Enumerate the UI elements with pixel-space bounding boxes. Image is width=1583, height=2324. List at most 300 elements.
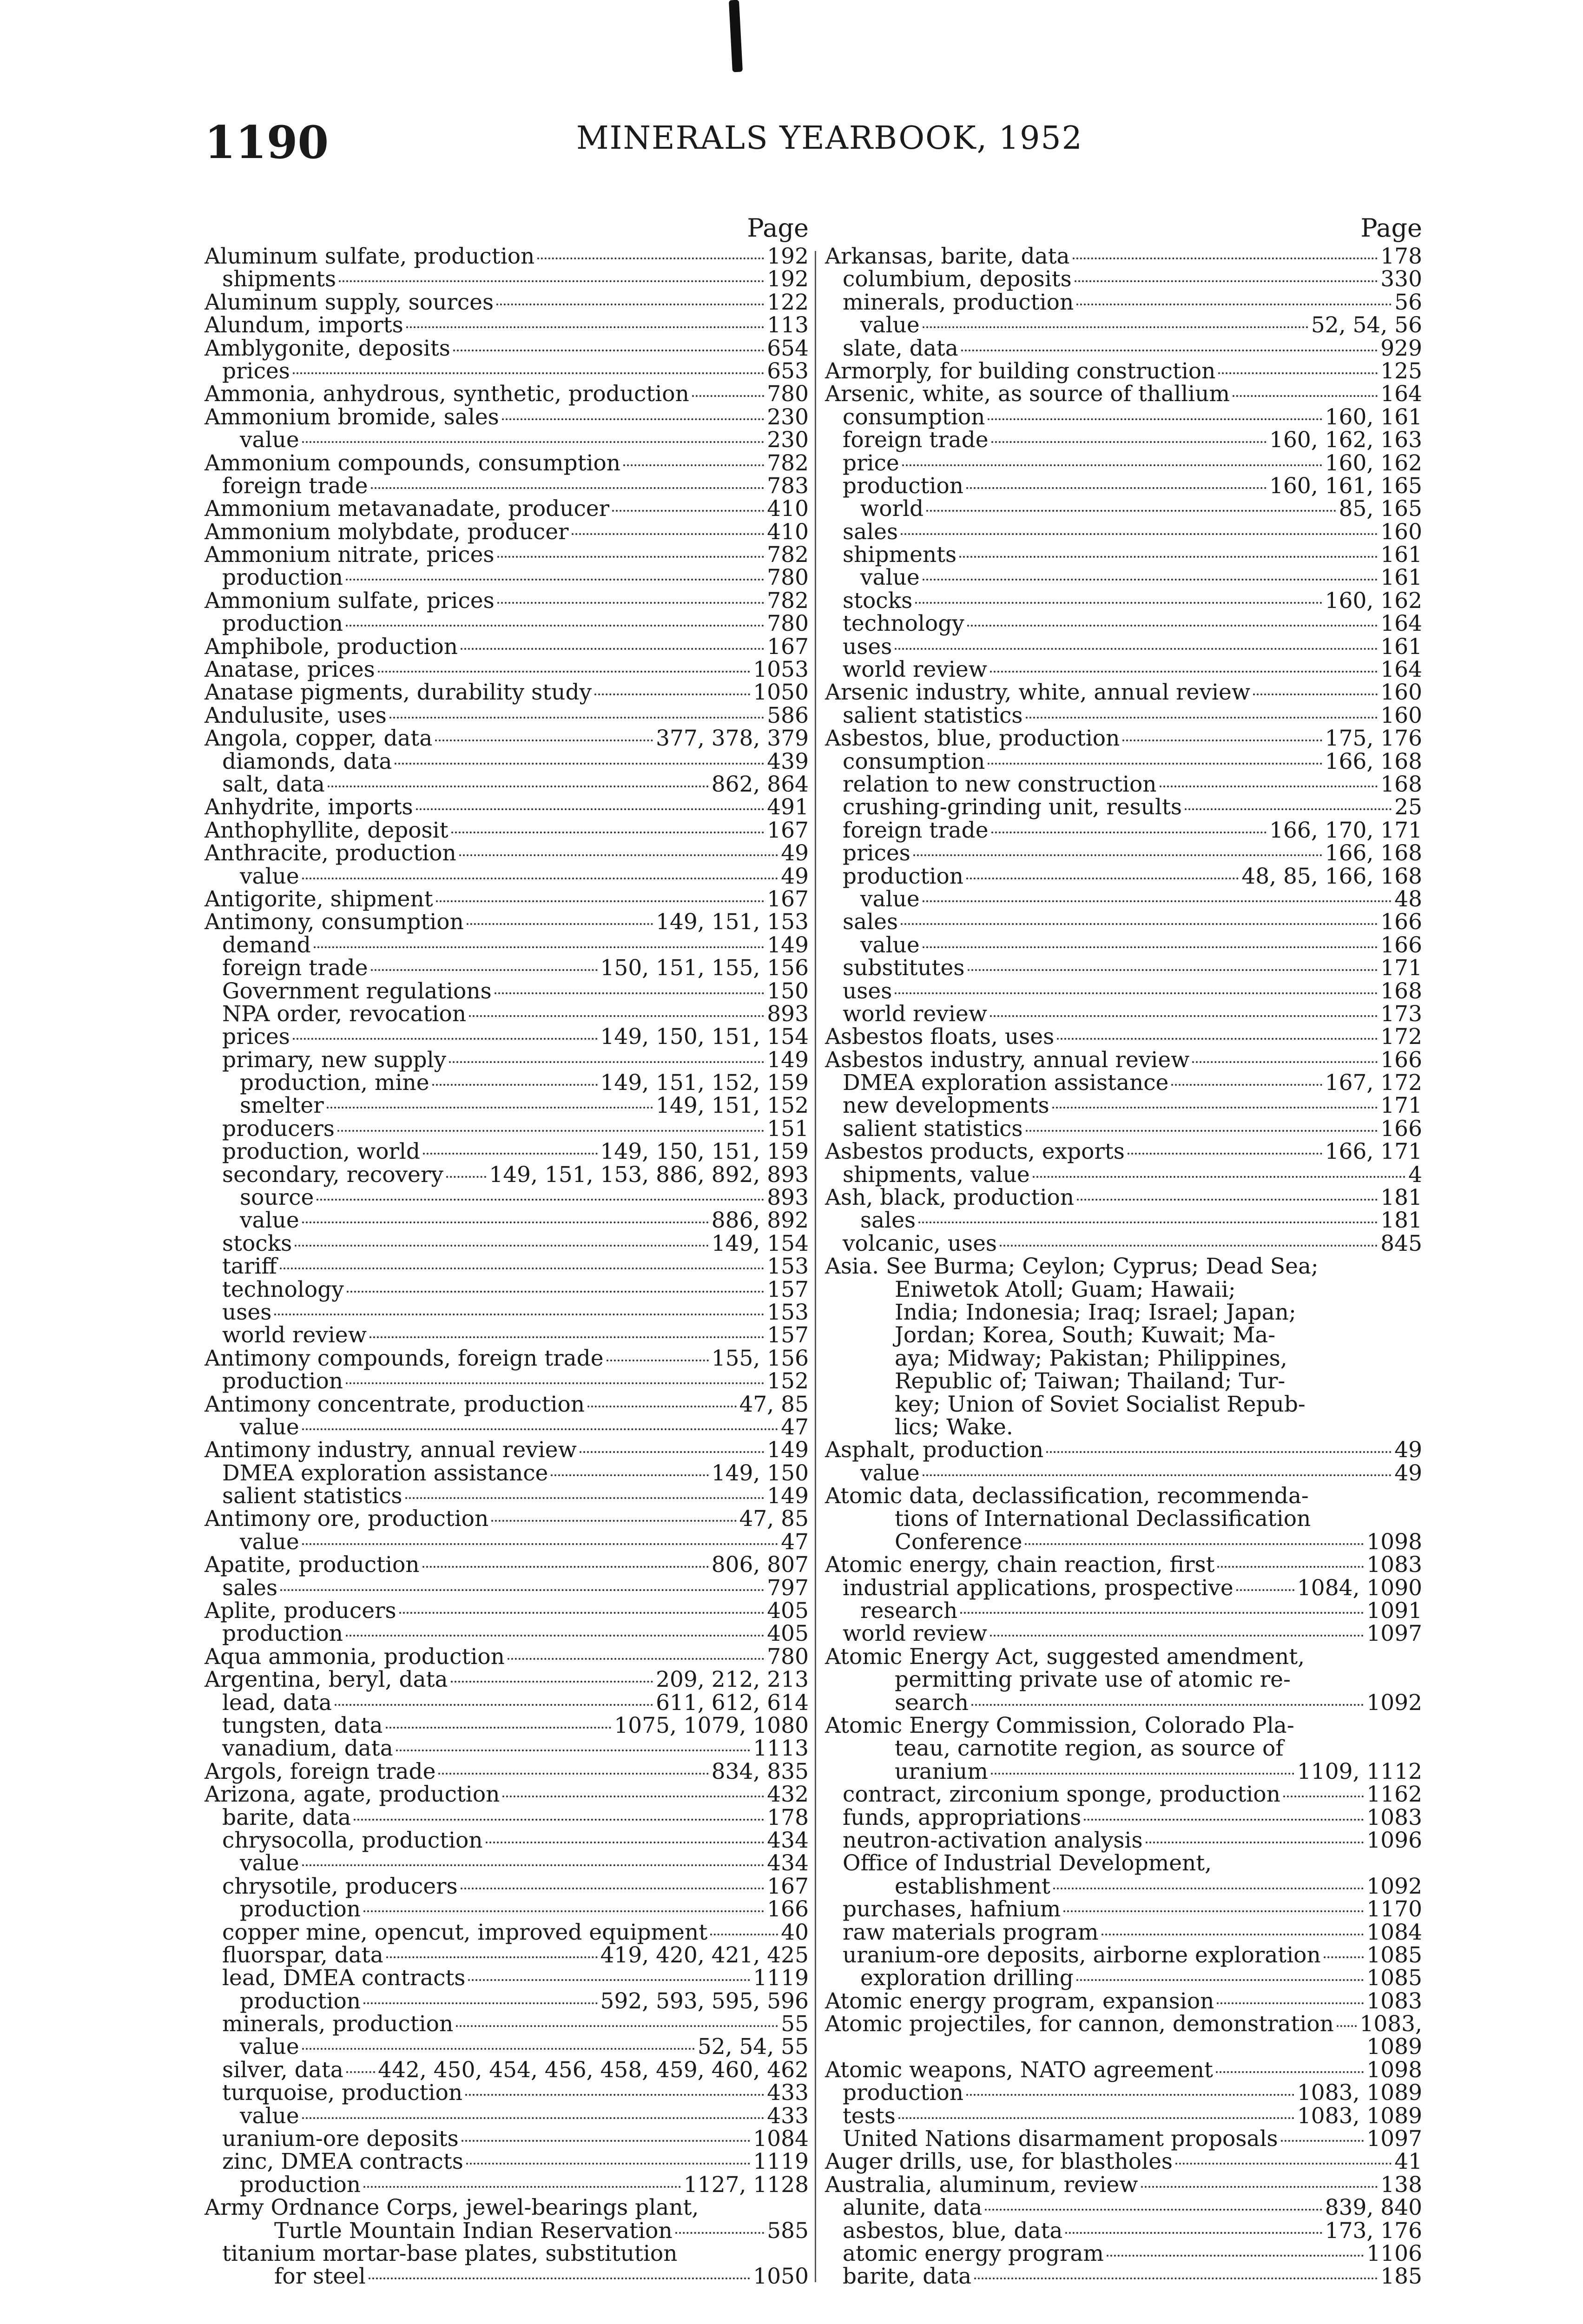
entry-term: value [240, 2103, 299, 2129]
index-entry [204, 1921, 809, 1944]
index-entry [825, 245, 1422, 268]
index-entry [825, 1967, 1422, 1989]
entry-term: diamonds, data [222, 748, 392, 774]
entry-page-refs: 168 [1380, 978, 1422, 1004]
entry-term: demand [222, 932, 311, 958]
entry-term: research [860, 1598, 958, 1624]
index-entry [204, 1186, 809, 1209]
dot-leader [502, 418, 764, 420]
index-entry [204, 2105, 809, 2127]
entry-page-refs: 192 [767, 244, 809, 269]
dot-leader [396, 1750, 751, 1751]
entry-term: producers [222, 1116, 335, 1142]
entry-page-refs: 166 [767, 1896, 809, 1922]
dot-leader [551, 1474, 708, 1476]
dot-leader [966, 487, 1266, 489]
entry-term: value [240, 1208, 299, 1234]
entry-page-refs: 1170 [1366, 1896, 1422, 1922]
index-entry [825, 1094, 1422, 1117]
dot-leader [901, 923, 1378, 925]
entry-page-refs: 1050 [753, 2264, 809, 2290]
index-entry [204, 1462, 809, 1485]
entry-page-refs: 230 [767, 427, 809, 453]
entry-term: Government regulations [222, 978, 492, 1004]
entry-page-refs: 433 [767, 2103, 809, 2129]
index-entry [825, 337, 1422, 360]
entry-page-refs: 1119 [753, 1965, 809, 1991]
entry-page-refs: 929 [1380, 335, 1422, 361]
index-entry [825, 589, 1422, 612]
entry-term: vanadium, data [222, 1736, 393, 1762]
entry-page-refs: 149 [767, 932, 809, 958]
entry-page-refs: 377, 378, 379 [656, 726, 809, 752]
entry-page-refs: 172 [1380, 1024, 1422, 1050]
index-entry [825, 1577, 1422, 1599]
entry-page-refs: 168 [1380, 771, 1422, 797]
entry-term: Anthracite, production [204, 840, 456, 866]
entry-term: value [240, 1414, 299, 1440]
scan-mark [729, 0, 743, 72]
entry-term: value [860, 1460, 920, 1486]
entry-page-refs: 1127, 1128 [683, 2172, 809, 2198]
entry-term: technology [222, 1276, 344, 1302]
entry-page-refs: 47 [781, 1414, 809, 1440]
entry-page-refs: 230 [767, 404, 809, 430]
index-entry [825, 1186, 1422, 1209]
entry-page-refs: 1083, 1089 [1297, 2080, 1422, 2106]
dot-leader [612, 510, 764, 512]
entry-term: new developments [843, 1093, 1049, 1119]
index-entry [825, 612, 1422, 635]
column-head-page: Page [1360, 213, 1422, 243]
entry-term: silver, data [222, 2057, 343, 2083]
index-entry [825, 1003, 1422, 1025]
entry-page-refs: 1089 [1366, 2034, 1422, 2060]
entry-page-refs: 138 [1380, 2172, 1422, 2198]
dot-leader [339, 280, 764, 282]
index-entry [204, 383, 809, 405]
entry-page-refs: 410 [767, 496, 809, 522]
running-title: MINERALS YEARBOOK, 1952 [576, 120, 1083, 157]
index-entry [825, 1462, 1422, 1485]
entry-term: sales [843, 519, 898, 545]
index-entry [825, 475, 1422, 497]
index-entry [204, 911, 809, 933]
entry-page-refs: 166, 170, 171 [1269, 817, 1422, 843]
index-entry [825, 566, 1422, 589]
index-entry [825, 543, 1422, 566]
dot-leader [422, 1566, 709, 1568]
dot-leader [898, 2117, 1294, 2119]
index-entry [825, 2196, 1422, 2219]
dot-leader [1077, 1199, 1378, 1201]
entry-page-refs: 181 [1380, 1208, 1422, 1234]
dot-leader [991, 441, 1267, 443]
index-entry [204, 1599, 809, 1622]
index-entry [204, 452, 809, 475]
index-entry [204, 934, 809, 957]
entry-page-refs: 886, 892 [711, 1208, 809, 1234]
index-entry [825, 1737, 1422, 1760]
index-entry [825, 2035, 1422, 2058]
dot-leader [302, 1428, 778, 1430]
entry-page-refs: 797 [767, 1575, 809, 1601]
entry-term: Amphibole, production [204, 634, 458, 660]
index-entry [825, 452, 1422, 475]
entry-page-refs: 160, 162, 163 [1269, 427, 1422, 453]
index-entry [204, 497, 809, 520]
entry-page-refs: 432 [767, 1782, 809, 1808]
dot-leader [985, 2209, 1322, 2211]
index-entry [204, 2127, 809, 2150]
index-entry [825, 1140, 1422, 1163]
index-entry [825, 934, 1422, 957]
index-entry [204, 2059, 809, 2081]
dot-leader [451, 1681, 653, 1683]
entry-term: Office of Industrial Development, [843, 1850, 1212, 1876]
index-entry [204, 1806, 809, 1829]
dot-leader [1185, 808, 1392, 810]
entry-term: Ammonium nitrate, prices [204, 542, 495, 568]
entry-term: Anatase, prices [204, 657, 375, 683]
index-entry [204, 1852, 809, 1875]
index-entry [204, 314, 809, 337]
index-entry [204, 429, 809, 451]
index-entry [204, 1370, 809, 1393]
entry-term: uses [843, 634, 892, 660]
entry-term: Asbestos products, exports [825, 1139, 1125, 1165]
dot-leader [274, 1314, 764, 1315]
dot-leader [901, 533, 1378, 535]
entry-page-refs: 845 [1380, 1230, 1422, 1256]
entry-page-refs: 173, 176 [1325, 2218, 1422, 2244]
index-entry [204, 1255, 809, 1278]
entry-term: lead, data [222, 1690, 332, 1716]
dot-leader [293, 1038, 598, 1040]
entry-term: United Nations disarmament proposals [843, 2126, 1278, 2152]
entry-page-refs: 611, 612, 614 [656, 1690, 809, 1716]
index-entry [204, 2035, 809, 2058]
index-entry [204, 1347, 809, 1370]
entry-term: uses [843, 978, 892, 1004]
dot-leader [432, 1084, 598, 1086]
entry-term: foreign trade [222, 473, 368, 499]
entry-page-refs: 1083 [1366, 1988, 1422, 2014]
entry-page-refs: 149, 154 [711, 1230, 809, 1256]
dot-leader [918, 1221, 1378, 1223]
dot-leader [1218, 372, 1378, 374]
entry-term: Ammonium molybdate, producer [204, 519, 569, 545]
entry-term: value [240, 1529, 299, 1555]
dot-leader [416, 808, 765, 810]
entry-page-refs: 782 [767, 542, 809, 568]
index-entry [825, 1416, 1422, 1439]
index-entry [825, 2059, 1422, 2081]
entry-term: Asbestos floats, uses [825, 1024, 1055, 1050]
entry-term: production [222, 565, 343, 591]
entry-term: fluorspar, data [222, 1942, 383, 1968]
dot-leader [280, 1589, 764, 1591]
index-entry [204, 2150, 809, 2173]
entry-page-refs: 149 [767, 1437, 809, 1463]
entry-term: exploration drilling [860, 1965, 1074, 1991]
dot-leader [1175, 2163, 1392, 2165]
index-entry [825, 842, 1422, 865]
dot-leader [371, 487, 765, 489]
dot-leader [895, 992, 1378, 994]
dot-leader [1076, 1979, 1364, 1981]
dot-leader [302, 1221, 709, 1223]
dot-leader [1065, 2232, 1322, 2234]
index-entry [204, 1324, 809, 1347]
index-entry [825, 1507, 1422, 1530]
index-entry [204, 1416, 809, 1439]
index-entry [825, 773, 1422, 796]
entry-page-refs: 149, 151, 152, 159 [600, 1070, 809, 1096]
entry-term: asbestos, blue, data [843, 2218, 1063, 2244]
entry-page-refs: 160 [1380, 702, 1422, 728]
index-entry [825, 1439, 1422, 1461]
entry-term: world review [843, 1001, 987, 1027]
index-entry [825, 1829, 1422, 1852]
index-entry [825, 1622, 1422, 1645]
entry-page-refs: 41 [1394, 2149, 1422, 2175]
entry-term: uranium [895, 1758, 988, 1784]
entry-term: salient statistics [843, 702, 1023, 728]
index-entry [825, 2013, 1422, 2035]
entry-term: Ammonium bromide, sales [204, 404, 499, 430]
entry-term: Ash, black, production [825, 1185, 1075, 1211]
entry-page-refs: 209, 212, 213 [656, 1667, 809, 1693]
entry-term: Asbestos, blue, production [825, 726, 1120, 752]
entry-page-refs: 152 [767, 1368, 809, 1394]
index-entry [825, 911, 1422, 933]
entry-page-refs: 25 [1394, 794, 1422, 820]
index-entry [204, 1577, 809, 1599]
entry-term: sales [843, 909, 898, 935]
entry-term: tions of International Declassification [895, 1506, 1311, 1532]
index-entry [825, 1691, 1422, 1714]
index-entry [204, 2081, 809, 2104]
entry-term: world review [222, 1322, 367, 1348]
entry-page-refs: 149, 150 [711, 1460, 809, 1486]
index-entry [825, 1990, 1422, 2013]
entry-page-refs: 178 [767, 1804, 809, 1830]
dot-leader [572, 533, 765, 535]
dot-leader [1052, 1107, 1378, 1109]
index-entry [825, 2127, 1422, 2150]
entry-page-refs: 653 [767, 358, 809, 384]
entry-term: relation to new construction [843, 771, 1157, 797]
entry-term: titanium mortar-base plates, substitution [222, 2240, 678, 2266]
index-entry [204, 2013, 809, 2035]
entry-page-refs: 149 [767, 1483, 809, 1509]
dot-leader [346, 2071, 375, 2073]
entry-page-refs: 893 [767, 1001, 809, 1027]
entry-term: Atomic projectiles, for cannon, demonstration [825, 2011, 1334, 2037]
entry-term: foreign trade [843, 427, 989, 453]
entry-term: chrysocolla, production [222, 1827, 483, 1853]
index-entry [204, 1737, 809, 1760]
dot-leader [988, 418, 1322, 420]
entry-page-refs: 47 [781, 1529, 809, 1555]
index-entry [825, 704, 1422, 727]
entry-page-refs: 49 [1394, 1437, 1422, 1463]
dot-leader [1217, 2002, 1364, 2004]
index-entry [825, 1668, 1422, 1691]
entry-term: funds, appropriations [843, 1804, 1082, 1830]
entry-term: for steel [274, 2264, 366, 2290]
index-entry [204, 2173, 809, 2196]
dot-leader [1171, 1084, 1322, 1086]
entry-page-refs: 1083 [1366, 1552, 1422, 1578]
index-entry [204, 1668, 809, 1691]
entry-term: columbium, deposits [843, 266, 1072, 292]
dot-leader [453, 350, 764, 351]
dot-leader [991, 1773, 1294, 1775]
entry-page-refs: 167, 172 [1325, 1070, 1422, 1096]
index-entry [204, 2265, 809, 2288]
index-entry [204, 1117, 809, 1140]
index-entry [204, 245, 809, 268]
entry-term: Ammonium compounds, consumption [204, 450, 621, 476]
index-entry [204, 566, 809, 589]
dot-leader [923, 326, 1308, 328]
entry-page-refs: 181 [1380, 1185, 1422, 1211]
entry-page-refs: 834, 835 [711, 1758, 809, 1784]
entry-term: Armorply, for building construction [825, 358, 1216, 384]
entry-term: shipments [222, 266, 336, 292]
index-entry [204, 1209, 809, 1232]
index-entry [825, 1209, 1422, 1232]
entry-page-refs: 166 [1380, 1116, 1422, 1142]
entry-page-refs: 1113 [753, 1736, 809, 1762]
entry-page-refs: 442, 450, 454, 456, 458, 459, 460, 462 [378, 2057, 809, 2083]
index-entry [204, 1301, 809, 1324]
dot-leader [1233, 395, 1378, 397]
dot-leader [966, 2094, 1294, 2096]
index-entry [825, 1760, 1422, 1783]
entry-term: NPA order, revocation [222, 1001, 467, 1027]
entry-term: salient statistics [843, 1116, 1023, 1142]
entry-page-refs: 1050 [753, 680, 809, 706]
index-entry [204, 658, 809, 681]
entry-term: production [843, 2080, 964, 2106]
entry-page-refs: 40 [781, 1919, 809, 1945]
entry-term: smelter [240, 1093, 324, 1119]
entry-term: Arkansas, barite, data [825, 244, 1070, 269]
entry-page-refs: 782 [767, 450, 809, 476]
dot-leader [461, 648, 764, 650]
entry-page-refs: 47, 85 [739, 1391, 809, 1417]
entry-page-refs: 1084 [753, 2126, 809, 2152]
dot-leader [446, 1176, 486, 1178]
entry-page-refs: 175, 176 [1325, 726, 1422, 752]
entry-term: chrysotile, producers [222, 1873, 458, 1899]
dot-leader [346, 579, 764, 581]
dot-leader [459, 854, 778, 856]
dot-leader [438, 1773, 708, 1775]
dot-leader [623, 464, 764, 466]
entry-page-refs: 1098 [1366, 1529, 1422, 1555]
entry-page-refs: 330 [1380, 266, 1422, 292]
entry-page-refs: 164 [1380, 381, 1422, 407]
dot-leader [1216, 2071, 1364, 2073]
entry-page-refs: 122 [767, 289, 809, 315]
entry-term: Eniwetok Atoll; Guam; Hawaii; [895, 1276, 1236, 1302]
index-entry [825, 1232, 1422, 1255]
dot-leader [1141, 2186, 1378, 2188]
index-entry [825, 406, 1422, 429]
entry-page-refs: 405 [767, 1598, 809, 1624]
entry-page-refs: 113 [767, 312, 809, 338]
index-entry [204, 1645, 809, 1668]
dot-leader [497, 556, 765, 558]
entry-term: value [240, 1850, 299, 1876]
entry-page-refs: 806, 807 [711, 1552, 809, 1578]
entry-term: production [222, 1621, 343, 1647]
index-entry [825, 1898, 1422, 1921]
dot-leader [923, 900, 1392, 902]
index-entry [825, 1278, 1422, 1301]
index-entry [204, 727, 809, 750]
index-entry [825, 1531, 1422, 1553]
dot-leader [461, 1888, 765, 1889]
entry-page-refs: 893 [767, 1185, 809, 1211]
index-entry [825, 1645, 1422, 1668]
index-entry [204, 888, 809, 911]
entry-term: permitting private use of atomic re- [895, 1667, 1291, 1693]
dot-leader [915, 602, 1322, 604]
index-entry [204, 1898, 809, 1921]
entry-term: consumption [843, 404, 985, 430]
dot-leader [371, 969, 598, 971]
entry-term: Antimony, consumption [204, 909, 464, 935]
index-entry [825, 1370, 1422, 1393]
index-entry [204, 360, 809, 383]
entry-page-refs: 585 [767, 2218, 809, 2244]
dot-leader [423, 1153, 598, 1155]
entry-term: Antimony ore, production [204, 1506, 489, 1532]
index-entry [204, 291, 809, 314]
entry-term: price [843, 450, 899, 476]
entry-term: contract, zirconium sponge, production [843, 1782, 1280, 1808]
dot-leader [1281, 2140, 1364, 2142]
entry-page-refs: 160, 162 [1325, 588, 1422, 614]
entry-term: Arizona, agate, production [204, 1782, 500, 1808]
dot-leader [960, 1612, 1364, 1614]
index-entry [204, 1439, 809, 1461]
entry-term: Asia. See Burma; Ceylon; Cyprus; Dead Sea; [825, 1254, 1319, 1280]
index-entry [825, 2265, 1422, 2288]
entry-term: tungsten, data [222, 1713, 383, 1738]
entry-page-refs: 52, 54, 56 [1311, 312, 1422, 338]
dot-leader [1217, 1566, 1364, 1568]
entry-term: volcanic, uses [843, 1230, 997, 1256]
index-entry [204, 1622, 809, 1645]
entry-term: production, world [222, 1139, 421, 1165]
dot-leader [449, 1061, 764, 1063]
dot-leader [337, 1130, 764, 1132]
dot-leader [1122, 739, 1322, 741]
entry-term: Republic of; Taiwan; Thailand; Tur- [895, 1368, 1286, 1394]
dot-leader [508, 1658, 764, 1660]
index-entry [825, 727, 1422, 750]
index-entry [825, 2173, 1422, 2196]
entry-term: Auger drills, use, for blastholes [825, 2149, 1173, 2175]
entry-term: DMEA exploration assistance [222, 1460, 548, 1486]
entry-page-refs: 178 [1380, 244, 1422, 269]
